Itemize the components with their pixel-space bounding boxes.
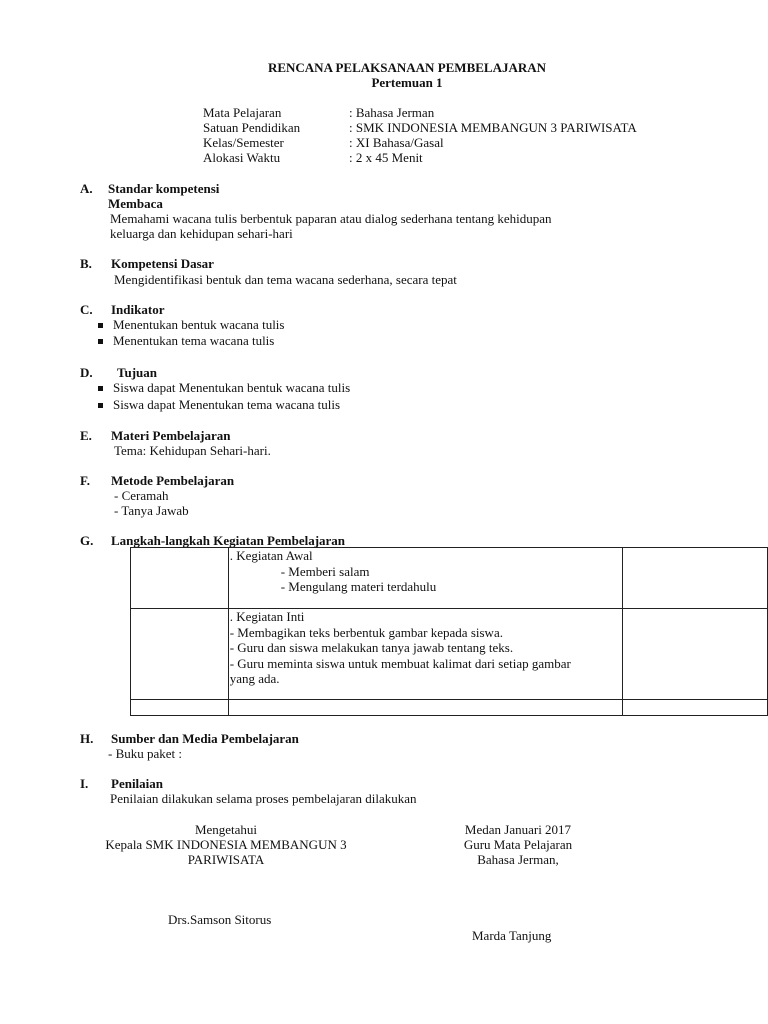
bullet-icon [98,386,103,391]
section-f-heading: Metode Pembelajaran [111,473,235,488]
section-a-heading: Standar kompetensi [108,181,220,196]
table-cell [622,609,767,700]
table-cell [622,700,767,716]
bullet-icon [98,323,103,328]
identity-label: Kelas/Semester [203,135,284,150]
identity-value: : XI Bahasa/Gasal [349,135,444,150]
table-cell [622,548,767,609]
section-f-letter: F. [80,473,90,488]
step-item: - Memberi salam [280,563,370,579]
section-g-heading: Langkah-langkah Kegiatan Pembelajaran [111,533,346,548]
section-b-letter: B. [80,256,92,271]
identity-value: : SMK INDONESIA MEMBANGUN 3 PARIWISATA [349,120,637,135]
bullet-icon [98,339,103,344]
section-a-letter: A. [80,181,93,196]
page-subtitle: Pertemuan 1 [371,75,443,90]
section-a-text: keluarga dan kehidupan sehari-hari [110,226,293,241]
identity-value: : Bahasa Jerman [349,105,435,120]
section-a-subheading: Membaca [108,196,163,211]
section-e-letter: E. [80,428,92,443]
list-item: Siswa dapat Menentukan tema wacana tulis [98,397,340,412]
table-cell [228,609,622,700]
section-i-text: Penilaian dilakukan selama proses pembelajaran dilakukan [110,791,417,806]
step-item: yang ada. [229,671,280,686]
section-g-letter: G. [80,533,94,548]
signature-text: Mengetahui [194,822,258,837]
step-title: . Kegiatan Inti [229,609,305,624]
table-row [131,609,768,700]
section-b-heading: Kompetensi Dasar [111,256,214,271]
table-row [131,700,768,716]
signature-name: Marda Tanjung [472,928,552,943]
step-item: - Guru dan siswa melakukan tanya jawab tentang teks. [229,640,514,655]
step-item: - Guru meminta siswa untuk membuat kalimat dari setiap gambar [229,655,571,671]
table-row [131,548,768,609]
step-item: - Mengulang materi terdahulu [280,579,437,594]
section-d-heading: Tujuan [117,365,157,380]
section-i-letter: I. [80,776,89,791]
section-c-heading: Indikator [111,302,165,317]
table-cell [131,700,229,716]
list-item: Menentukan tema wacana tulis [98,333,274,348]
table-cell [131,609,229,700]
section-h-text: - Buku paket : [108,746,183,761]
list-item: - Tanya Jawab [114,503,189,518]
table-cell [228,548,622,609]
step-item: - Membagikan teks berbentuk gambar kepada siswa. [229,624,503,640]
section-e-heading: Materi Pembelajaran [111,428,231,443]
signature-text: Kepala SMK INDONESIA MEMBANGUN 3 [105,837,347,852]
signature-text: Bahasa Jerman, [477,852,559,867]
steps-table [130,547,768,716]
table-cell [228,700,622,716]
signature-text: Medan Januari 2017 [464,822,572,837]
identity-value: : 2 x 45 Menit [349,150,423,165]
section-b-text: Mengidentifikasi bentuk dan tema wacana sederhana, secara tepat [114,272,457,287]
list-item: Menentukan bentuk wacana tulis [98,317,284,332]
table-cell [131,548,229,609]
section-i-heading: Penilaian [111,776,164,791]
section-c-letter: C. [80,302,93,317]
signature-text: Guru Mata Pelajaran [463,837,573,852]
identity-label: Satuan Pendidikan [203,120,301,135]
list-item: Siswa dapat Menentukan bentuk wacana tulis [98,380,350,395]
section-a-text: Memahami wacana tulis berbentuk paparan atau dialog sederhana tentang kehidupan [110,211,552,226]
identity-label: Mata Pelajaran [203,105,282,120]
signature-text: PARIWISATA [187,852,265,867]
identity-label: Alokasi Waktu [203,150,281,165]
bullet-icon [98,403,103,408]
section-h-heading: Sumber dan Media Pembelajaran [111,731,299,746]
section-d-letter: D. [80,365,93,380]
step-title: . Kegiatan Awal [229,548,313,563]
list-item: - Ceramah [114,488,169,503]
signature-name: Drs.Samson Sitorus [168,912,272,927]
section-h-letter: H. [80,731,94,746]
page-title: RENCANA PELAKSANAAN PEMBELAJARAN [267,60,547,75]
section-e-text: Tema: Kehidupan Sehari-hari. [114,443,271,458]
